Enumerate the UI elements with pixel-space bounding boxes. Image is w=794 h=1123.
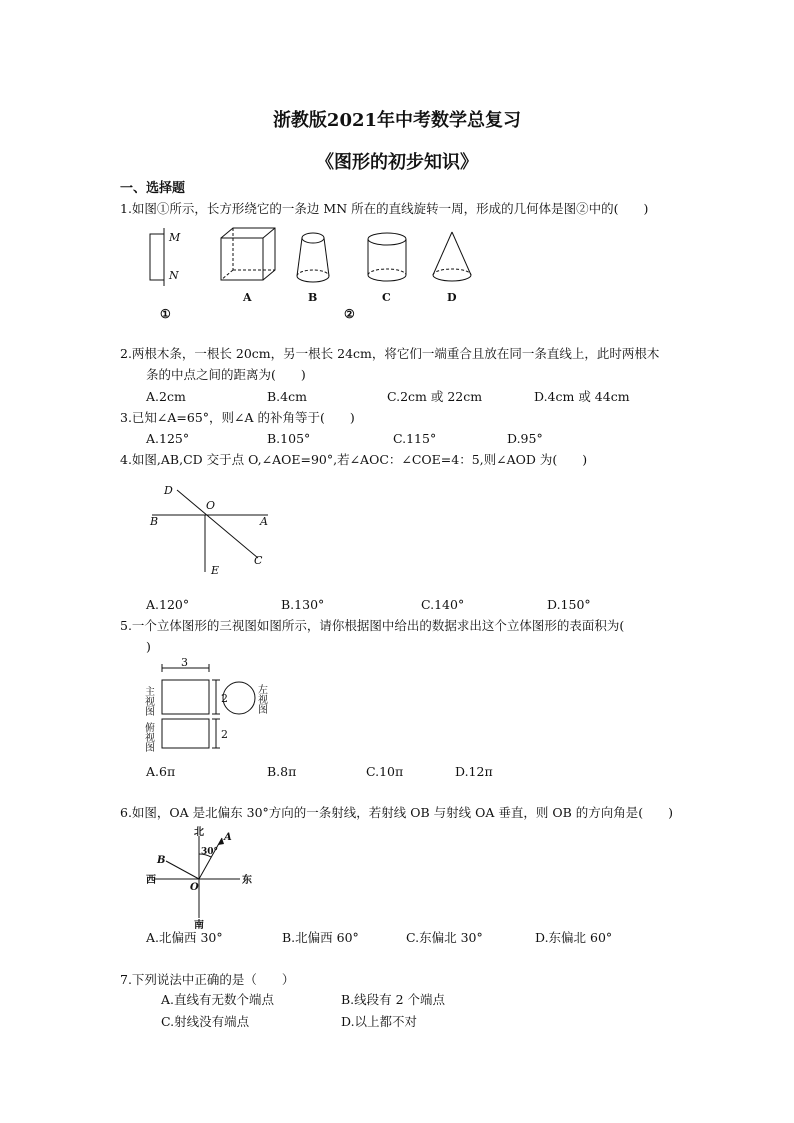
q7-option-a: A.直线有无数个端点: [161, 992, 275, 1007]
label-south: 南: [194, 920, 204, 931]
q3-option-d: D.95°: [507, 431, 543, 446]
q5-line2: ): [146, 639, 151, 654]
q1-figure: [0, 222, 794, 342]
q4-option-c: C.140°: [421, 597, 465, 612]
q6-option-a: A.北偏西 30°: [146, 930, 223, 945]
cylinder-shape: [368, 233, 406, 281]
label-left-view: 左视图: [255, 684, 267, 714]
q3-option-b: B.105°: [267, 431, 311, 446]
q2-option-a: A.2cm: [146, 389, 186, 404]
page-subtitle: 《图形的初步知识》: [316, 152, 478, 173]
section-heading: 一、选择题: [120, 181, 186, 196]
line-cd: [177, 490, 258, 558]
label-east: 东: [242, 875, 252, 886]
q4-option-d: D.150°: [547, 597, 591, 612]
q7-option-b: B.线段有 2 个端点: [341, 992, 446, 1007]
label-d: D: [447, 291, 457, 304]
label-height-1: 2: [221, 692, 228, 705]
label-o: O: [206, 499, 216, 512]
label-height-2: 2: [221, 728, 228, 741]
q7-option-d: D.以上都不对: [341, 1014, 418, 1029]
label-fig2: ②: [344, 307, 355, 321]
q6-option-c: C.东偏北 30°: [406, 930, 483, 945]
q5-option-c: C.10π: [366, 764, 404, 779]
label-a: A: [260, 515, 268, 528]
q5-option-d: D.12π: [455, 764, 493, 779]
q7-text: 7.下列说法中正确的是（ ）: [120, 972, 295, 987]
label-west: 西: [146, 875, 156, 886]
q2-option-c: C.2cm 或 22cm: [387, 389, 483, 404]
label-top-view: 俯视图: [142, 722, 154, 752]
label-n: N: [169, 269, 179, 282]
q6-text: 6.如图，OA 是北偏东 30°方向的一条射线，若射线 OB 与射线 OA 垂直，则 OB 的方向角是( ): [120, 805, 674, 820]
label-width: 3: [181, 656, 188, 669]
label-b: B: [308, 291, 318, 304]
label-m: M: [169, 231, 181, 244]
q6-figure: [140, 826, 270, 931]
page-title: 浙教版2021年中考数学总复习: [272, 110, 522, 131]
q4-figure: [140, 480, 340, 580]
label-a: A: [243, 291, 252, 304]
label-fig1: ①: [160, 307, 171, 321]
front-view-rect: [162, 680, 209, 714]
rectangle-shape: [150, 234, 164, 280]
q3-option-c: C.115°: [393, 431, 437, 446]
q5-option-a: A.6π: [146, 764, 176, 779]
frustum-shape: [297, 233, 329, 282]
top-view-rect: [162, 719, 209, 748]
q5-figure: [140, 658, 290, 758]
q3-text: 3.已知∠A=65°，则∠A 的补角等于( ): [120, 410, 355, 425]
label-c: C: [254, 554, 263, 567]
q3-option-a: A.125°: [146, 431, 190, 446]
label-a: A: [224, 832, 232, 843]
q5-line1: 5.一个立体图形的三视图如图所示，请你根据图中给出的数据求出这个立体图形的表面积为(: [120, 618, 625, 633]
q7-option-c: C.射线没有端点: [161, 1014, 250, 1029]
label-d: D: [164, 484, 173, 497]
q6-option-b: B.北偏西 60°: [282, 930, 359, 945]
q4-option-b: B.130°: [281, 597, 325, 612]
q2-line2: 条的中点之间的距离为( ): [146, 367, 306, 382]
label-angle: 30°: [201, 847, 219, 857]
ray-ob: [166, 861, 199, 879]
label-c: C: [382, 291, 391, 304]
q2-option-b: B.4cm: [267, 389, 307, 404]
label-north: 北: [194, 827, 204, 838]
q4-text: 4.如图,AB,CD 交于点 O,∠AOE=90°,若∠AOC：∠COE=4：5,则∠AOD 为( ): [120, 452, 588, 467]
label-b: B: [157, 855, 166, 866]
cube-shape: [221, 228, 275, 280]
q4-option-a: A.120°: [146, 597, 190, 612]
cone-shape: [433, 232, 471, 281]
q1-text: 1.如图①所示，长方形绕它的一条边 MN 所在的直线旋转一周，形成的几何体是图②中的( ): [120, 201, 649, 216]
q2-line1: 2.两根木条，一根长 20cm，另一根长 24cm，将它们一端重合且放在同一条直线上，此时两根木: [120, 346, 660, 361]
label-front-view: 主视图: [142, 686, 154, 716]
label-e: E: [211, 564, 220, 577]
label-b: B: [150, 515, 159, 528]
q6-option-d: D.东偏北 60°: [535, 930, 613, 945]
q5-option-b: B.8π: [267, 764, 297, 779]
q2-option-d: D.4cm 或 44cm: [534, 389, 630, 404]
label-o: O: [190, 882, 199, 893]
